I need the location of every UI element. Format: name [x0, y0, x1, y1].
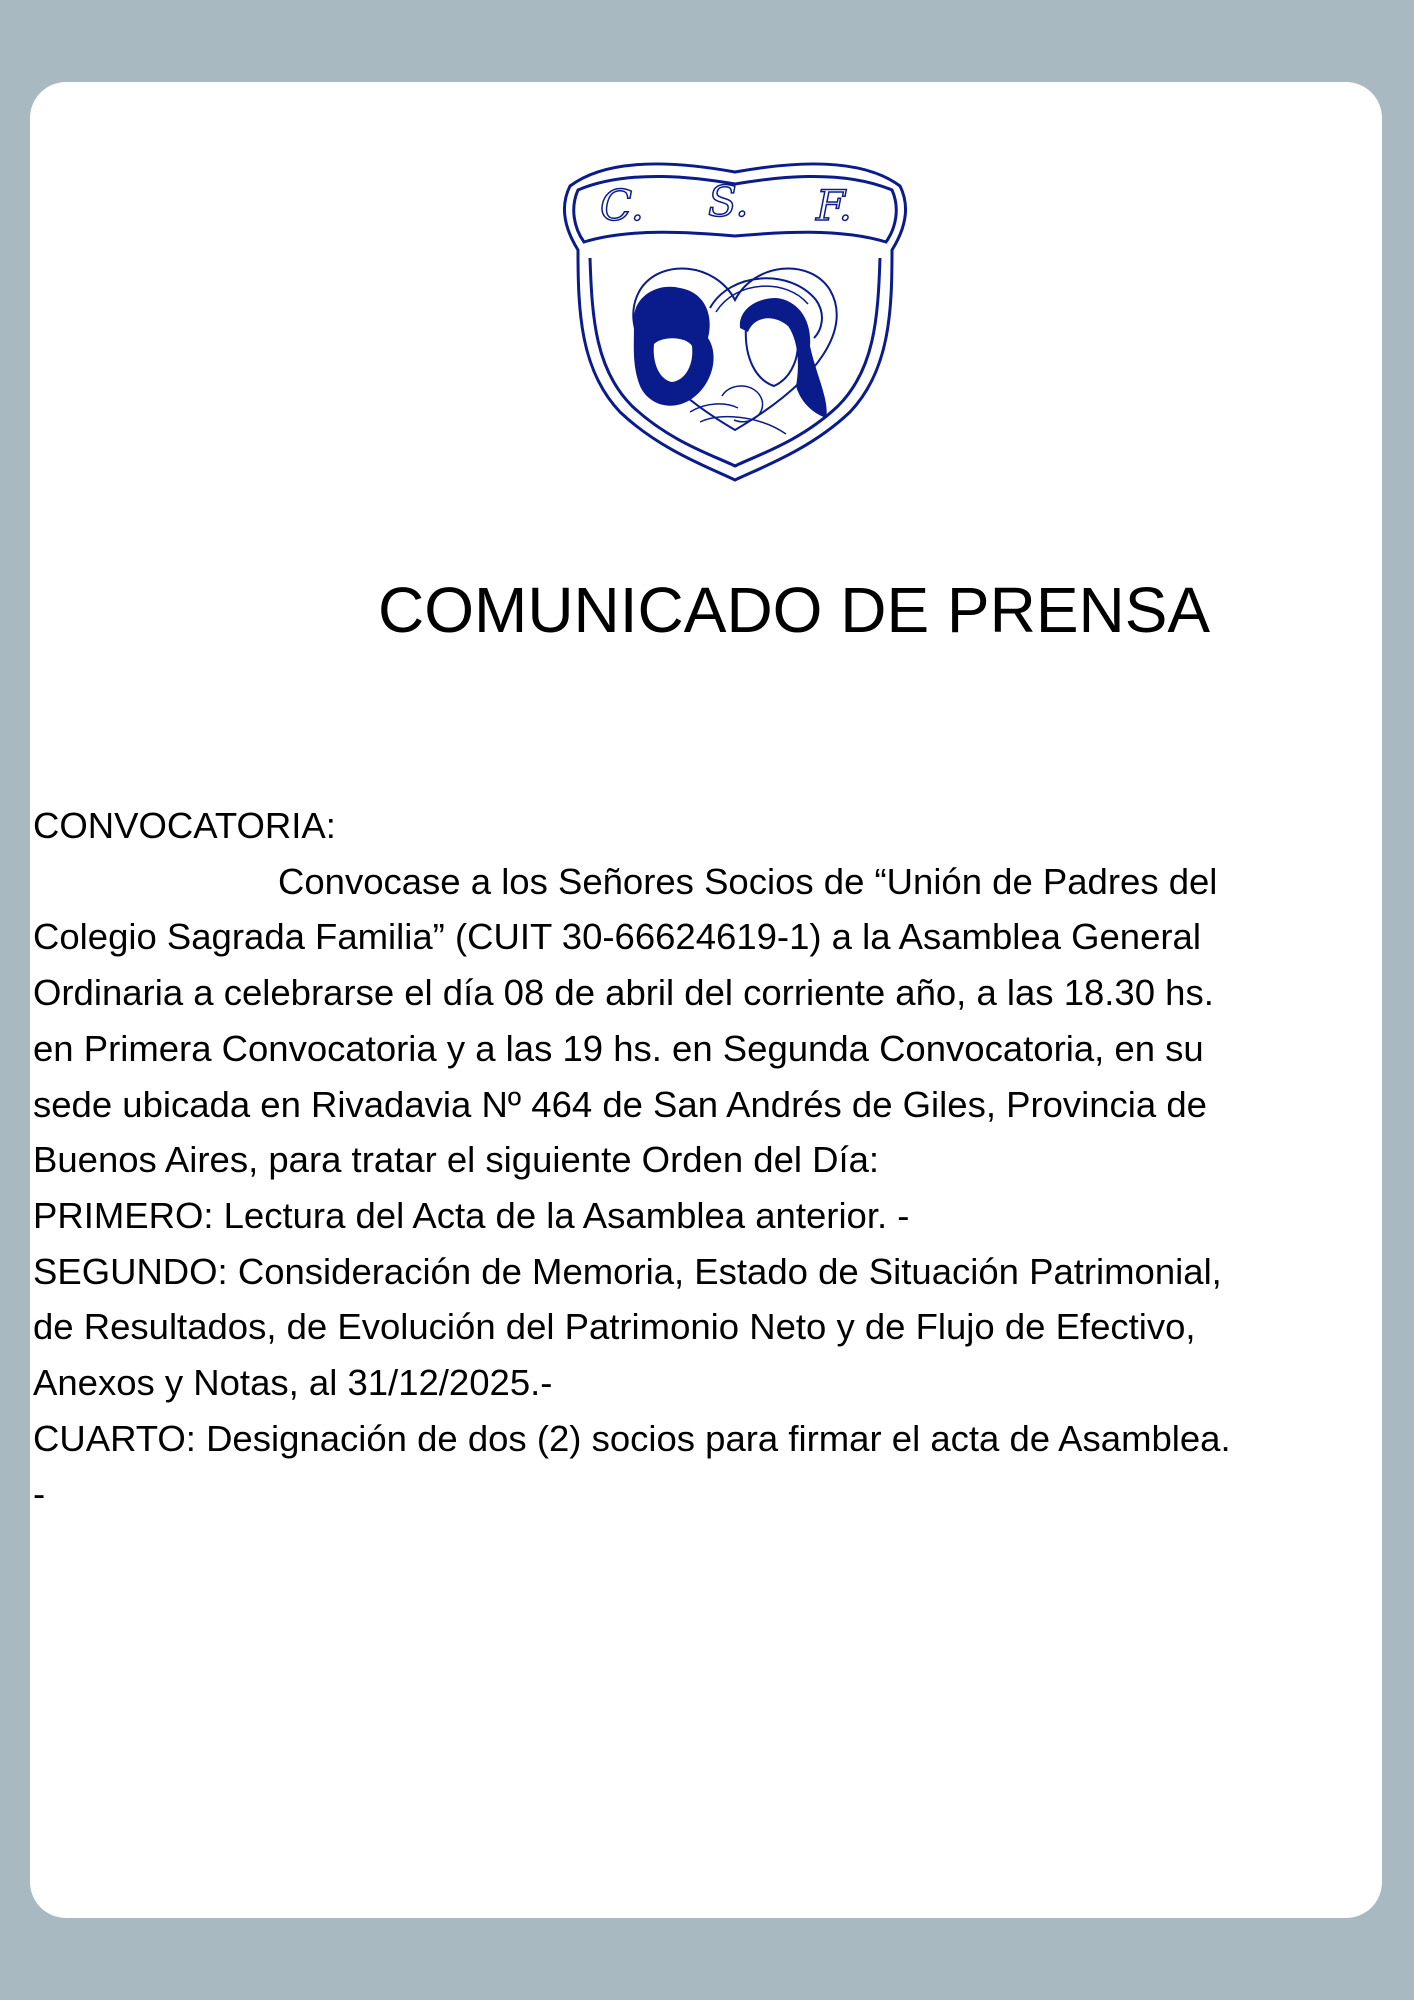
agenda-item-segundo-cont: Anexos y Notas, al 31/12/2025.-: [33, 1362, 553, 1404]
announcement-body: [33, 798, 1383, 1522]
paragraph-line: en Primera Convocatoria y a las 19 hs. en Segunda Convocatoria, en su: [33, 1027, 1204, 1069]
press-release-title: COMUNICADO DE PRENSA: [378, 574, 1211, 646]
paragraph-line: Ordinaria a celebrarse el día 08 de abril del corriente año, a las 18.30 hs.: [33, 972, 1214, 1014]
agenda-item-primero: PRIMERO: Lectura del Acta de la Asamblea anterior. -: [33, 1194, 910, 1236]
crest-initial-c: C.: [600, 181, 644, 230]
paragraph-line: Colegio Sagrada Familia” (CUIT 30-66624619-1) a la Asamblea General: [33, 916, 1201, 958]
trailing-dash: -: [33, 1473, 46, 1515]
paragraph-line: sede ubicada en Rivadavia Nº 464 de San Andrés de Giles, Provincia de: [33, 1083, 1207, 1125]
school-crest-logo: [530, 150, 940, 486]
agenda-item-segundo-cont: de Resultados, de Evolución del Patrimonio Neto y de Flujo de Efectivo,: [33, 1306, 1196, 1348]
section-heading: CONVOCATORIA:: [33, 805, 336, 846]
crest-initial-f: F.: [816, 181, 852, 230]
holy-family-shield-icon: [530, 150, 940, 486]
document-page: [30, 82, 1382, 1918]
agenda-item-segundo: SEGUNDO: Consideración de Memoria, Estado de Situación Patrimonial,: [33, 1250, 1222, 1292]
paragraph-line: Buenos Aires, para tratar el siguiente Orden del Día:: [33, 1139, 880, 1181]
crest-initial-s: S.: [708, 177, 749, 226]
agenda-item-cuarto: CUARTO: Designación de dos (2) socios para firmar el acta de Asamblea.: [33, 1417, 1231, 1459]
paragraph-line: Convocase a los Señores Socios de “Unión de Padres del: [278, 860, 1218, 902]
